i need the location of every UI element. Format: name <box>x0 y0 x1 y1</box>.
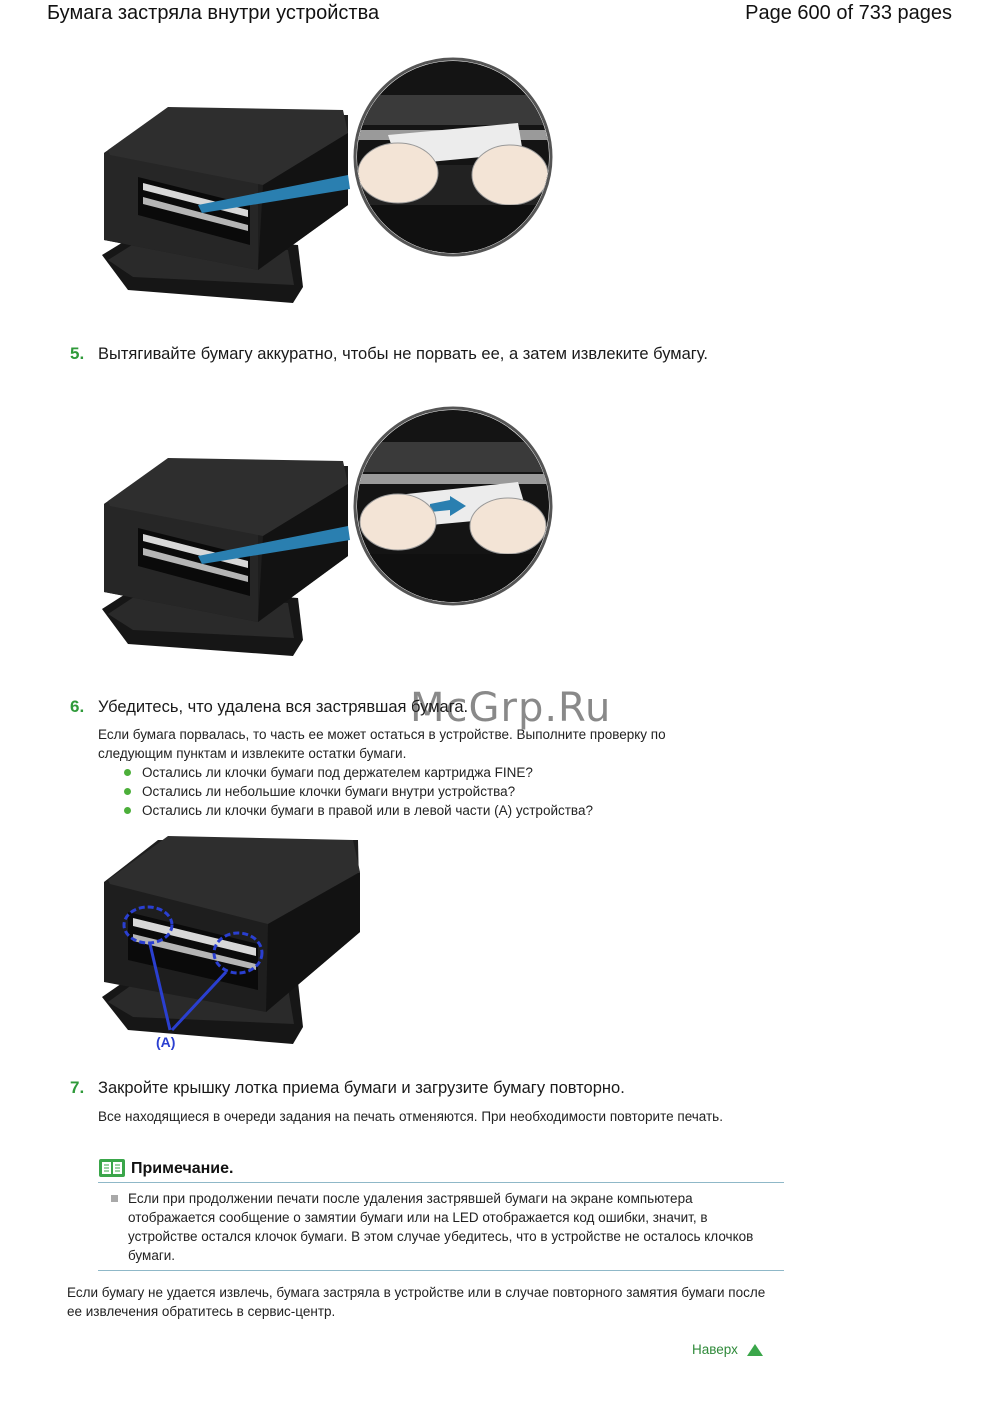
note-text: Если при продолжении печати после удаления застрявшей бумаги на экране компьютера отображается сообщение о замятии бумаги или на LED отображается код ошибки, значит, в устройстве остался клочок бумаги. В этом случае убедитесь, что в устройстве не осталось клочков бумаги. <box>128 1191 754 1263</box>
square-bullet-icon <box>111 1195 118 1202</box>
step-text: Вытягивайте бумагу аккуратно, чтобы не порвать ее, а затем извлеките бумагу. <box>98 345 708 363</box>
printer-figure-3 <box>98 832 368 1057</box>
step6-paragraph: Если бумага порвалась, то часть ее может остаться в устройстве. Выполните проверку по следующим пунктам и извлеките остатки бумаги. <box>98 727 666 761</box>
bullet-icon <box>124 788 131 795</box>
list-item <box>122 801 593 820</box>
page-title: Бумага застряла внутри устройства <box>47 2 380 24</box>
note-body <box>98 1189 784 1271</box>
list-item <box>122 763 593 782</box>
printer-figure-2 <box>98 404 558 674</box>
step7-paragraph: Все находящиеся в очереди задания на печать отменяются. При необходимости повторите печать. <box>98 1109 723 1124</box>
step-number: 5. <box>70 344 85 363</box>
callout-label: (A) <box>156 1034 176 1050</box>
list-item <box>122 782 593 801</box>
page-counter: Page 600 of 733 pages <box>745 2 952 24</box>
note-header <box>98 1157 784 1183</box>
final-paragraph: Если бумагу не удается извлечь, бумага застряла в устройстве или в случае повторного замятия бумаги после ее извлечения обратитесь в сервис-центр. <box>67 1285 766 1319</box>
bullet-icon <box>124 807 131 814</box>
arrow-up-icon[interactable] <box>746 1343 764 1362</box>
bullet-icon <box>124 769 131 776</box>
back-to-top-link[interactable]: Наверх <box>692 1342 738 1357</box>
book-icon <box>98 1158 126 1183</box>
printer-figure-1 <box>98 55 558 320</box>
step-text: Закройте крышку лотка приема бумаги и загрузите бумагу повторно. <box>98 1079 625 1097</box>
note-title: Примечание. <box>131 1160 234 1177</box>
list-item-text: Остались ли клочки бумаги под держателем картриджа FINE? <box>142 765 533 780</box>
list-item-text: Остались ли небольшие клочки бумаги внутри устройства? <box>142 784 516 799</box>
step-number: 6. <box>70 697 85 716</box>
step-text: Убедитесь, что удалена вся застрявшая бумага. <box>98 698 469 716</box>
list-item-text: Остались ли клочки бумаги в правой или в левой части (A) устройства? <box>142 803 593 818</box>
check-list <box>122 763 593 820</box>
watermark: McGrp.Ru <box>410 685 612 731</box>
step-number: 7. <box>70 1078 85 1097</box>
